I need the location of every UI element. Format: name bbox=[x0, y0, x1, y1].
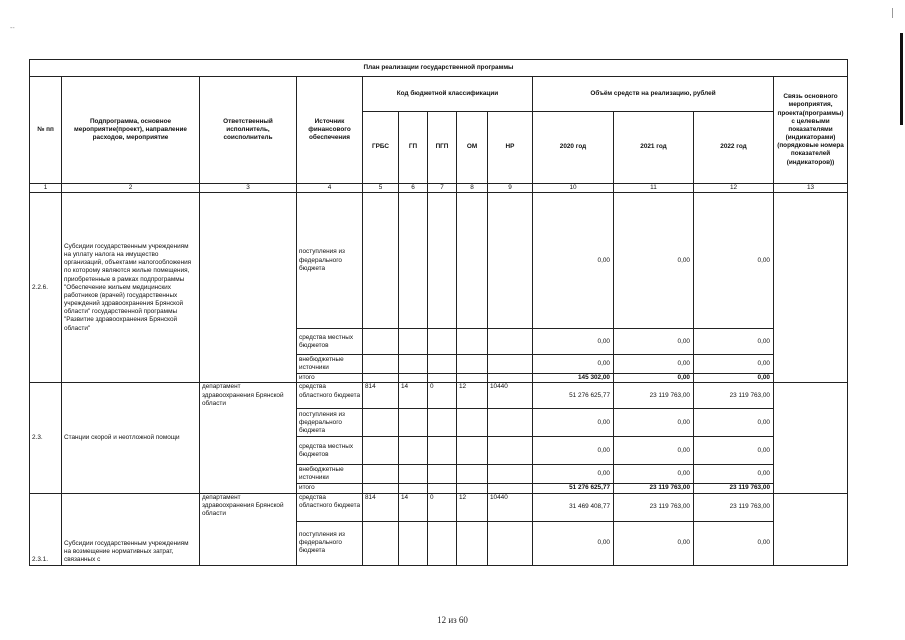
col-number: 9 bbox=[488, 184, 533, 193]
grbs-code: 814 bbox=[363, 493, 399, 521]
source-cell: средства областного бюджета bbox=[297, 493, 363, 521]
total-2021: 23 119 763,00 bbox=[614, 484, 694, 493]
indicator-cell bbox=[774, 493, 848, 565]
amount-2021: 0,00 bbox=[614, 409, 694, 437]
source-cell: внебюджетные источники bbox=[297, 465, 363, 484]
scan-edge-tick bbox=[892, 8, 893, 18]
header-om: ОМ bbox=[457, 112, 488, 184]
total-2020: 145 302,00 bbox=[533, 374, 614, 383]
header-budget-code: Код бюджетной классификации bbox=[363, 77, 533, 112]
amount-2020: 0,00 bbox=[533, 409, 614, 437]
amount-2021: 0,00 bbox=[614, 329, 694, 355]
scan-edge-bar bbox=[900, 33, 903, 125]
col-number: 5 bbox=[363, 184, 399, 193]
header-volume: Объём средств на реализацию, рублей bbox=[533, 77, 774, 112]
om-code: 12 bbox=[457, 493, 488, 521]
gp-code: 14 bbox=[399, 383, 428, 409]
activity-name: Субсидии государственным учреждениям на возмещение нормативных затрат, связанных с bbox=[62, 493, 200, 565]
source-cell: поступления из федерального бюджета bbox=[297, 521, 363, 565]
header-executor: Ответственный исполнитель, соисполнитель bbox=[200, 77, 297, 184]
col-number: 12 bbox=[694, 184, 774, 193]
source-total: итого bbox=[297, 484, 363, 493]
header-name: Подпрограмма, основное мероприятие(проект), направление расходов, мероприятие bbox=[62, 77, 200, 184]
col-number: 7 bbox=[428, 184, 457, 193]
header-nr: НР bbox=[488, 112, 533, 184]
total-2021: 0,00 bbox=[614, 374, 694, 383]
total-2020: 51 276 625,77 bbox=[533, 484, 614, 493]
plan-table bbox=[29, 59, 848, 566]
source-cell: поступления из федерального бюджета bbox=[297, 193, 363, 329]
header-source: Источник финансового обеспечения bbox=[297, 77, 363, 184]
header-indicator-link: Связь основного мероприятия, проекта(программы) с целевыми показателями (индикаторами) (порядковые номера показателей (индикаторов)) bbox=[774, 77, 848, 184]
header-pgp: ПГП bbox=[428, 112, 457, 184]
activity-name: Субсидии государственным учреждениям на уплату налога на имущество организаций, объектами налогообложения по которому являются жилые помещения, приобретенные в рамках подпрограммы "Обеспечение жильем медицинских работников (врачей) государственных учреждений здравоохранения Брянской области" государственной программы "Развитие здравоохранения Брянской области" bbox=[62, 193, 200, 383]
amount-2021: 0,00 bbox=[614, 521, 694, 565]
amount-2021: 0,00 bbox=[614, 193, 694, 329]
row-num: 2.3.1. bbox=[30, 493, 62, 565]
amount-2022: 23 119 763,00 bbox=[694, 493, 774, 521]
om-code: 12 bbox=[457, 383, 488, 409]
col-number: 2 bbox=[62, 184, 200, 193]
col-number: 8 bbox=[457, 184, 488, 193]
row-num: 2.3. bbox=[30, 383, 62, 493]
row-num: 2.2.6. bbox=[30, 193, 62, 383]
amount-2020: 0,00 bbox=[533, 329, 614, 355]
source-total: итого bbox=[297, 374, 363, 383]
nr-code: 10440 bbox=[488, 383, 533, 409]
header-grbs: ГРБС bbox=[363, 112, 399, 184]
indicator-cell bbox=[774, 383, 848, 493]
activity-name: Станции скорой и неотложной помощи bbox=[62, 383, 200, 493]
amount-2022: 0,00 bbox=[694, 193, 774, 329]
header-num: № пп bbox=[30, 77, 62, 184]
pgp-code: 0 bbox=[428, 383, 457, 409]
col-number: 11 bbox=[614, 184, 694, 193]
amount-2022: 0,00 bbox=[694, 437, 774, 465]
grbs-code: 814 bbox=[363, 383, 399, 409]
executor-cell bbox=[200, 193, 297, 383]
gp-code: 14 bbox=[399, 493, 428, 521]
col-number: 4 bbox=[297, 184, 363, 193]
amount-2022: 0,00 bbox=[694, 465, 774, 484]
source-cell: поступления из федерального бюджета bbox=[297, 409, 363, 437]
nr-code: 10440 bbox=[488, 493, 533, 521]
page-number: 12 из 60 bbox=[437, 615, 468, 625]
table-title: План реализации государственной программы bbox=[30, 60, 848, 77]
amount-2021: 0,00 bbox=[614, 465, 694, 484]
source-cell: средства местных бюджетов bbox=[297, 437, 363, 465]
amount-2020: 0,00 bbox=[533, 521, 614, 565]
source-cell: внебюджетные источники bbox=[297, 355, 363, 374]
header-2020: 2020 год bbox=[533, 112, 614, 184]
col-number: 6 bbox=[399, 184, 428, 193]
col-number: 10 bbox=[533, 184, 614, 193]
amount-2022: 0,00 bbox=[694, 521, 774, 565]
header-2022: 2022 год bbox=[694, 112, 774, 184]
amount-2020: 0,00 bbox=[533, 437, 614, 465]
total-2022: 23 119 763,00 bbox=[694, 484, 774, 493]
col-number: 1 bbox=[30, 184, 62, 193]
amount-2020: 51 276 625,77 bbox=[533, 383, 614, 409]
scan-mark: -- bbox=[10, 25, 15, 32]
col-number: 13 bbox=[774, 184, 848, 193]
amount-2020: 31 469 408,77 bbox=[533, 493, 614, 521]
amount-2020: 0,00 bbox=[533, 355, 614, 374]
amount-2021: 0,00 bbox=[614, 355, 694, 374]
executor-cell: департамент здравоохранения Брянской области bbox=[200, 383, 297, 493]
total-2022: 0,00 bbox=[694, 374, 774, 383]
header-2021: 2021 год bbox=[614, 112, 694, 184]
pgp-code: 0 bbox=[428, 493, 457, 521]
amount-2021: 23 119 763,00 bbox=[614, 493, 694, 521]
amount-2022: 23 119 763,00 bbox=[694, 383, 774, 409]
amount-2021: 0,00 bbox=[614, 437, 694, 465]
amount-2022: 0,00 bbox=[694, 329, 774, 355]
amount-2020: 0,00 bbox=[533, 465, 614, 484]
amount-2022: 0,00 bbox=[694, 355, 774, 374]
amount-2022: 0,00 bbox=[694, 409, 774, 437]
indicator-cell bbox=[774, 193, 848, 383]
amount-2020: 0,00 bbox=[533, 193, 614, 329]
executor-cell: департамент здравоохранения Брянской области bbox=[200, 493, 297, 565]
amount-2021: 23 119 763,00 bbox=[614, 383, 694, 409]
col-number: 3 bbox=[200, 184, 297, 193]
source-cell: средства местных бюджетов bbox=[297, 329, 363, 355]
source-cell: средства областного бюджета bbox=[297, 383, 363, 409]
header-gp: ГП bbox=[399, 112, 428, 184]
